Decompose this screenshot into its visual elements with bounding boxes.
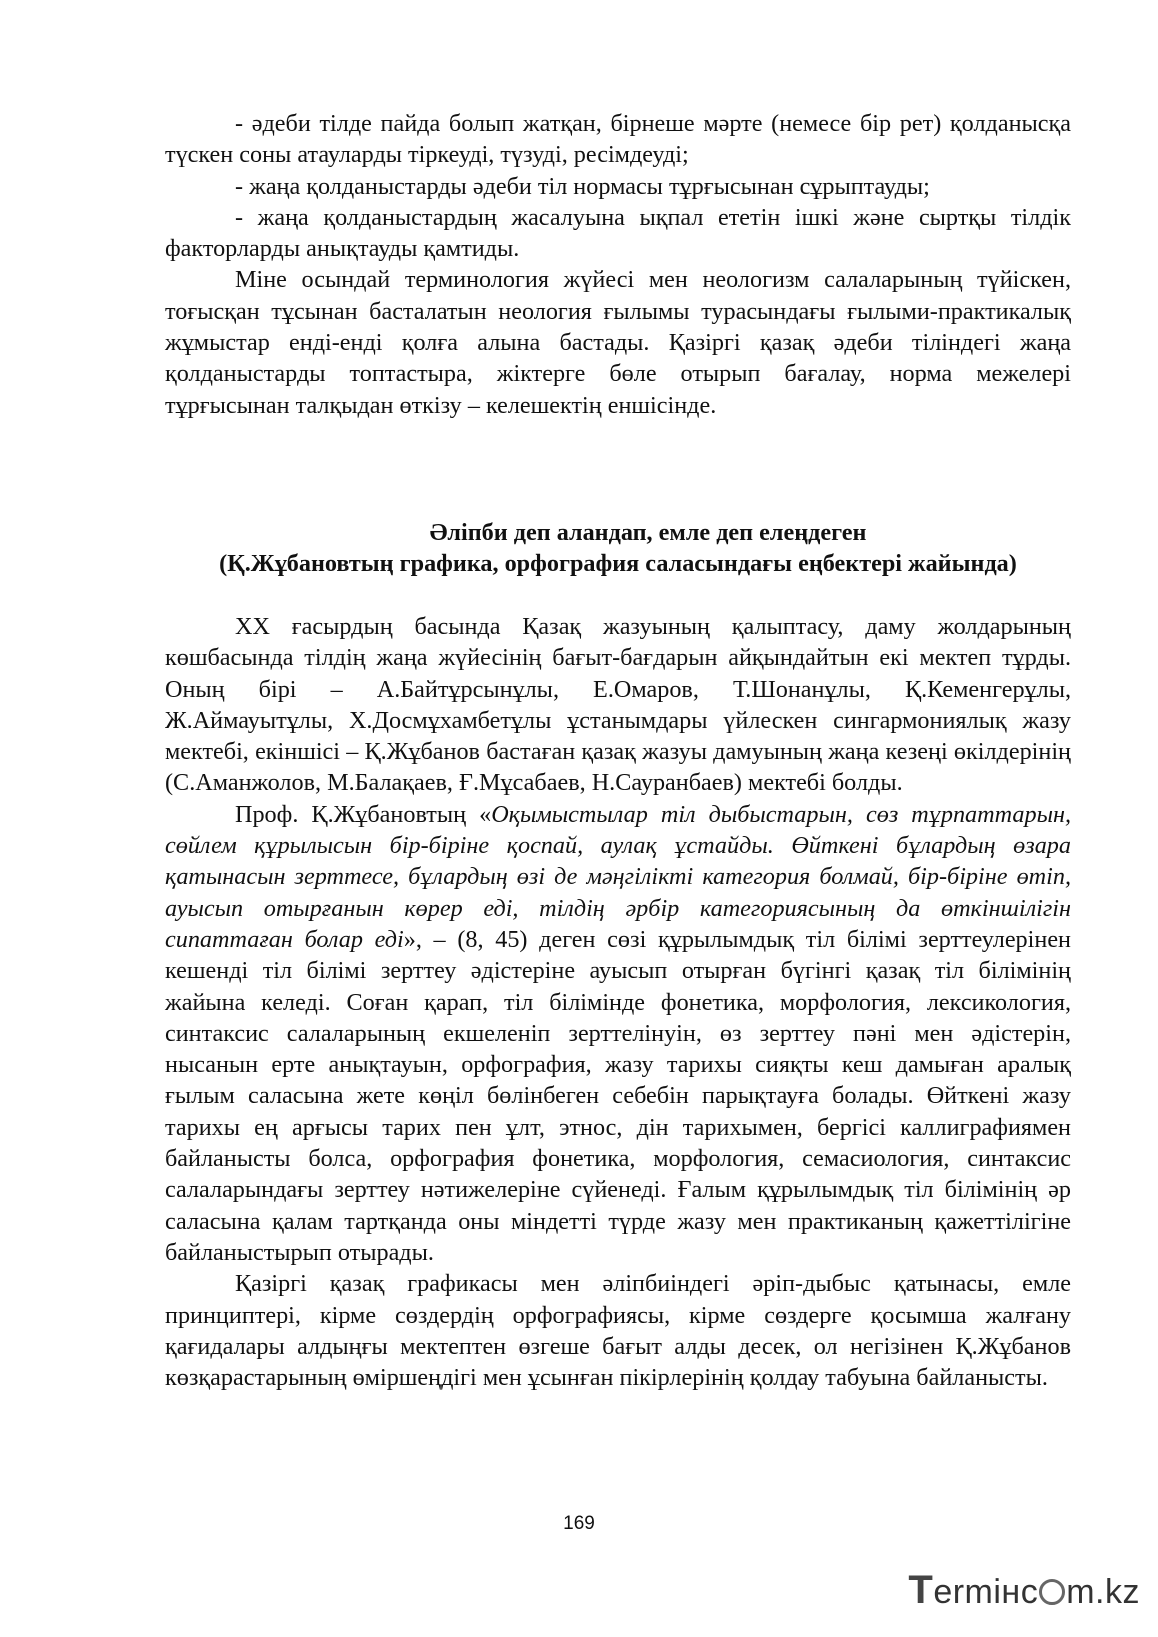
page-number: 169 <box>563 1513 595 1534</box>
paragraph-quote <box>165 799 1071 1268</box>
paragraph-list-item-1: - әдеби тілде пайда болып жатқан, бірнеше мәрте (немесе бір рет) қолданысқа түскен соны атауларды тіркеуді, түзуді, ресімдеуді; <box>165 110 1071 169</box>
watermark-logo: Termінc m.kz <box>908 1568 1140 1612</box>
paragraph-list-item-2: - жаңа қолданыстарды әдеби тіл нормасы тұрғысынан сұрыптауды; <box>235 172 930 200</box>
top-section <box>165 108 1071 421</box>
paragraph-list-item-3: - жаңа қолданыстардың жасалуына ықпал ететін ішкі және сыртқы тілдік факторларды анықтауды қамтиды. <box>165 203 1071 263</box>
quote-text: Оқымыстылар тіл дыбыстарын, сөз тұрпаттарын, сөйлем құрылысын бір-біріне қоспай, аулақ ұстайды. Өйткені бұлардың өзара қатынасын зерттесе, бұлардың өзі де мәңгілікті категория болмай, бір-біріне өтіп, ауысып отырғанын көрер еді, тілдің әрбір категориясының да өткіншілігін сипаттаған болар еді <box>165 800 1071 953</box>
heading-line-1: Әліпби деп аландап, емле деп елеңдеген <box>429 519 867 546</box>
quote-intro: Проф. Қ.Жұбановтың « <box>235 800 492 828</box>
section-heading <box>165 517 1071 579</box>
quote-continuation: », – (8, 45) деген сөзі құрылымдық тіл білімі зерттеулерінен кешенді тіл білімі зерттеу әдістеріне ауысып отырған бүгінгі қазақ тіл білімінің жайына келеді. Соған қарап, тіл білімінде фонетика, морфология, лексикология, синтаксис салаларының екшеленіп зерттелінуін, өз зерттеу пәні мен әдістерін, нысанын ерте анықтауын, орфография, жазу тарихы сияқты кеш дамыған аралық ғылым саласына жете көңіл бөлінбеген себебін парықтауға болады. Өйткені жазу тарихы ең арғысы тарих пен ұлт, этнос, дін тарихымен, бергісі каллиграфиямен байланысты болса, орфография фонетика, морфология, семасиология, синтаксис салаларындағы зерттеу нәтижелеріне сүйенеді. Ғалым құрылымдық тіл білімінің әр саласына қалам тартқанда оны міндетті түрде жазу мен практиканың қажеттілігіне байланыстырып отырады. <box>165 925 1071 1266</box>
main-body <box>165 611 1071 1393</box>
paragraph-neology: Міне осындай терминология жүйесі мен неологизм салаларының түйіскен, тоғысқан тұсынан басталатын неология ғылымы турасындағы ғылыми-практикалық жұмыстар енді-енді қолға алына бастады. Қазіргі қазақ әдеби тіліндегі жаңа қолданыстарды топтастыра, жіктерге бөле отырып бағалау, норма межелері тұрғысынан талқыдан өткізу – келешектің еншісінде. <box>165 266 1071 419</box>
paragraph-schools: ХХ ғасырдың басында Қазақ жазуының қалыптасу, даму жолдарының көшбасында тілдің жаңа жүйесінің бағыт-бағдарын айқындайтын екі мектеп тұрды. Оның бірі – А.Байтұрсынұлы, Е.Омаров, Т.Шонанұлы, Қ.Кеменгерұлы, Ж.Аймауытұлы, Х.Досмұхамбетұлы ұстанымдары үйлескен сингармониялық жазу мектебі, екіншісі – Қ.Жұбанов бастаған қазақ жазуы дамуының жаңа кезеңі өкілдерінің (С.Аманжолов, М.Балақаев, Ғ.Мұсабаев, Н.Сауранбаев) мектебі болды. <box>165 613 1071 797</box>
heading-line-2: (Қ.Жұбановтың графика, орфография саласындағы еңбектері жайында) <box>219 550 1017 577</box>
paragraph-graphics: Қазіргі қазақ графикасы мен әліпбиіндегі әріп-дыбыс қатынасы, емле принциптері, кірме сөздердің орфографиясы, кірме сөздерге қосымша жалғану қағидалары алдыңғы мектептен өзгеше бағыт алды десек, ол негізінен Қ.Жұбанов көзқарастарының өміршеңдігі мен ұсынған пікірлерінің қолдау табуына байланысты. <box>165 1270 1071 1392</box>
